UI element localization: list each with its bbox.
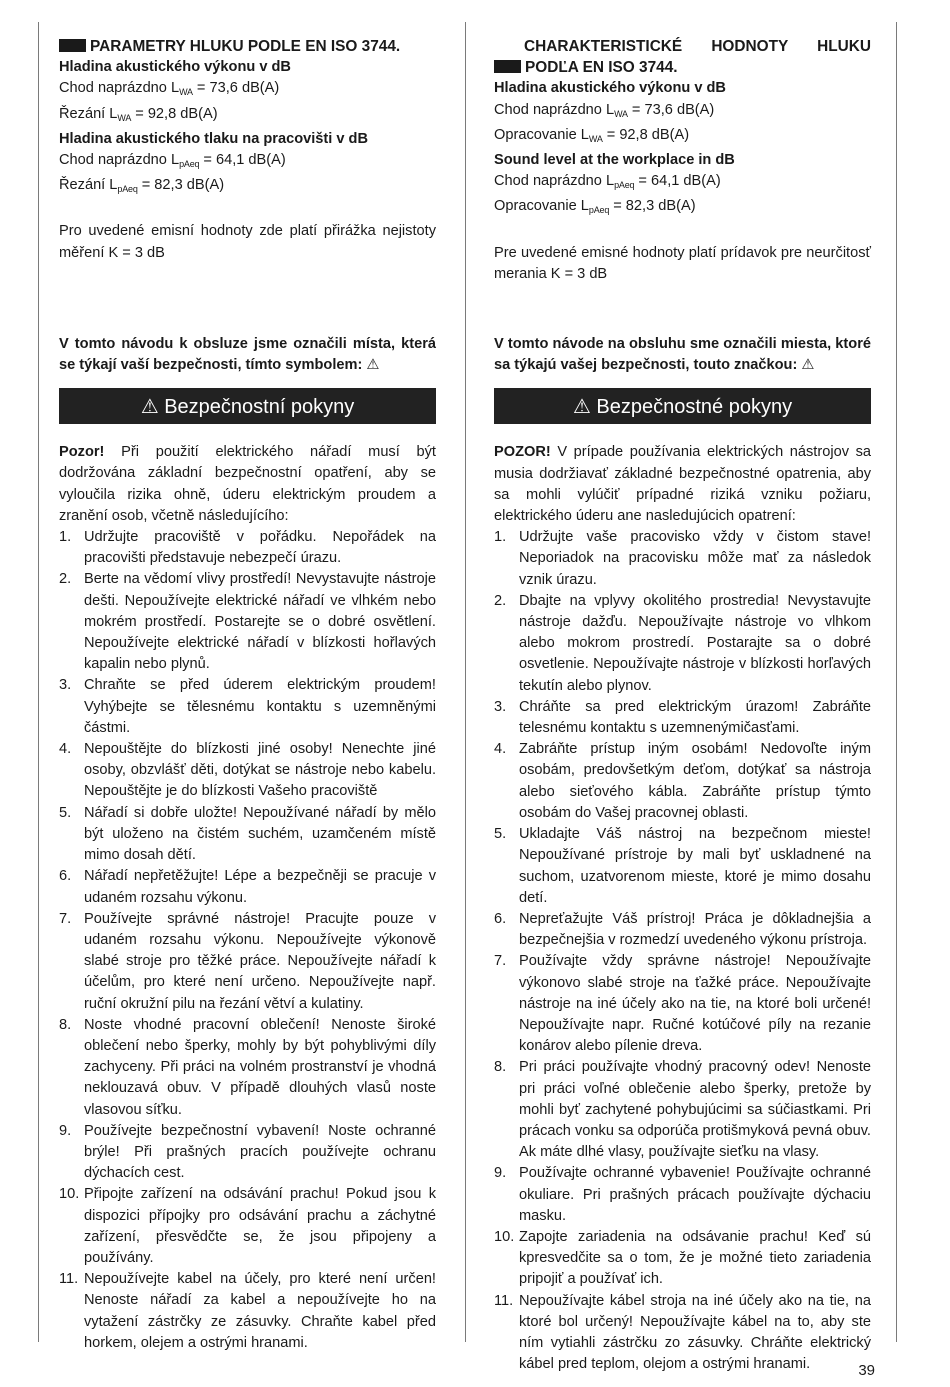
safety-banner: ⚠ Bezpečnostní pokyny xyxy=(59,388,436,424)
safety-intro: V tomto návode na obsluhu sme označili miesta, ktoré sa týkajú vašej bezpečnosti, touto značkou: ⚠ xyxy=(494,336,871,374)
list-item: 7. Používejte správné nástroje! Pracujte pouze v udaném rozsahu výkonu. Nepoužívejte výkonově slabé stroje pro těžké práce. Nepoužívejte nářadí k účelům, pro které není určeno. Nepoužívejte např. ruční okružní pilu na řezání větví a kulatiny. xyxy=(59,910,436,1012)
uncertainty-note: Pro uvedené emisní hodnoty zde platí přirážka nejistoty měření K = 3 dB xyxy=(59,223,436,261)
list-item: 5. Nářadí si dobře uložte! Nepoužívané nářadí by mělo být uloženo na čistém suchém, uzamčeném místě mimo dosah dětí. xyxy=(59,804,436,864)
column-divider-right xyxy=(896,22,897,1342)
attention-paragraph: Pozor! Při použití elektrického nářadí musí být dodržována základní bezpečnostní opatření, aby se vyloučila rizika ohně, úderu elektrickým proudem a zranění osob, včetně následujícího: xyxy=(59,444,436,524)
attention-paragraph: POZOR! V prípade používania elektrických nástrojov sa musia dodržiavať základné bezpečnostné opatrenia, aby sa mohli vylúčiť prípadné riziká vzniku požiaru, elektrického úderu ane nasledujúcich opatrení: xyxy=(494,444,871,525)
power-cut: Opracovanie $L_{WA} = 92,8$ dB(A) xyxy=(494,126,690,144)
list-item: 2. Berte na vědomí vlivy prostředí! Nevystavujte nástroje dešti. Nepoužívejte elektrické nářadí ve vlhkém nebo mokrém prostředí. Postarejte se o dobré osvětlení. Nepoužívejte elektrické nářadí v blízkosti hořlavých kapalin nebo plynů. xyxy=(59,571,436,673)
uncertainty-note: Pre uvedené emisné hodnoty platí prídavok pre neurčitosť merania K = 3 dB xyxy=(494,244,871,282)
power-idle: Chod naprázdno $L_{WA} = 73,6$ dB(A) xyxy=(59,80,280,98)
list-item: 9. Používajte ochranné vybavenie! Používajte ochranné okuliare. Pri prašných prácach používajte dýchaciu masku. xyxy=(494,1165,871,1224)
pressure-heading: Sound level at the workplace in dB xyxy=(494,152,735,169)
list-item: 6. Nepreťažujte Váš prístroj! Práca je dôkladnejšia a bezpečnejšia v rozmedzí uvedeného výkonu prístroja. xyxy=(494,910,871,949)
list-item: 8. Noste vhodné pracovní oblečení! Nenoste široké oblečení nebo šperky, mohly by být pohyblivými díly zachyceny. Při práci na volném prostranství je vhodná neklouzavá obuv. V případě dlouhých vlasů noste vlasovou síťku. xyxy=(59,1016,436,1118)
list-item: 10. Připojte zařízení na odsávání prachu! Pokud jsou k dispozici přípojky pro odsávání prachu a záchytné zařízení, přesvědčte se, že jsou připojeny a používány. xyxy=(59,1186,436,1266)
column-divider-center xyxy=(465,22,466,1342)
list-item: 10. Zapojte zariadenia na odsávanie prachu! Keď sú kpresvedčite sa o tom, že je možné tieto zariadenia pripojiť a používať ich. xyxy=(494,1228,871,1288)
pressure-cut: Opracovanie $L_{pAeq} = 82,3$ dB(A) xyxy=(494,198,696,216)
list-item: 1. Udržujte vaše pracovisko vždy v čistom stave! Neporiadok na pracovisku môže mať za následok vznik úrazu. xyxy=(494,529,871,588)
list-item: 4. Nepouštějte do blízkosti jiné osoby! Nenechte jiné osoby, obzvlášť děti, dotýkat se nástroje nebo kabelu. Nepouštějte je do blízkosti Vašeho pracoviště xyxy=(59,741,436,800)
list-item: 5. Ukladajte Váš nástroj na bezpečnom mieste! Nepoužívané prístroje by mali byť uskladnené na suchom, uzatvorenom mieste, ktoré je mimo dosahu detí. xyxy=(494,826,871,906)
list-item: 1. Udržujte pracoviště v pořádku. Nepořádek na pracovišti představuje nebezpečí úrazu. xyxy=(59,529,436,567)
list-item: 3. Chraňte se před úderem elektrickým proudem! Vyhýbejte se tělesnému kontaktu s uzemněnými částmi. xyxy=(59,677,436,736)
heading-marker xyxy=(494,60,521,73)
safety-list xyxy=(494,527,871,1375)
page-number: 39 xyxy=(858,1362,875,1379)
list-item: 9. Používejte bezpečnostní vybavení! Noste ochranné brýle! Při prašných pracích používejte ochranu dýchacích cest. xyxy=(59,1122,436,1182)
list-item: 11. Nepoužívejte kabel na účely, pro které není určen! Nenoste nářadí za kabel a nepoužívejte ho na vytažení zástrčky ze zásuvky. Chraňte kabel před horkem, olejem a ostrými hranami. xyxy=(59,1271,436,1351)
power-idle: Chod naprázdno $L_{WA} = 73,6$ dB(A) xyxy=(494,101,715,119)
list-item: 7. Používajte vždy správne nástroje! Nepoužívajte výkonovo slabé stroje na ťažké práce. Nepoužívajte nástroje na iné účely ako na tie, na ktoré boli určené! Nepoužívajte napr. Ručné kotúčové píly na rezanie konárov alebo pílenie dreva. xyxy=(494,953,871,1055)
list-item: 2. Dbajte na vplyvy okolitého prostredia! Nevystavujte nástroje dažďu. Nepoužívajte nástroje vo vlhkom alebo mokrom prostredí. Postarajte sa o dobré osvetlenie. Nepoužívajte nástroje v blízkosti horľavých tekutín alebo plynov. xyxy=(494,592,871,694)
list-item: 8. Pri práci používajte vhodný pracovný odev! Nenoste pri práci voľné oblečenie alebo šperky, pretože by mohli byť zachytené pohybujúcimi sa súčiastkami. Pri prácach vonku sa odporúča protišmyková pevná obuv. Ak máte dlhé vlasy, používajte sieťku na vlasy. xyxy=(494,1059,871,1161)
list-item: 4. Zabráňte prístup iným osobám! Nedovoľte iným osobám, predovšetkým deťom, dotýkať sa nástroja alebo sieťového kábla. Zabráňte prístup týmto osobám do Vašej pracovnej oblasti. xyxy=(494,741,871,821)
safety-banner: ⚠ Bezpečnostné pokyny xyxy=(494,388,871,424)
list-item: 11. Nepoužívajte kábel stroja na iné účely ako na tie, na ktoré bol určený! Nepoužívajte kábel na to, aby ste ním vytiahli zástrčku zo zásuvky. Chráňte elektrický kábel pred teplom, olejom a ostrými hranami. xyxy=(494,1292,871,1373)
pressure-idle: Chod naprázdno $L_{pAeq} = 64,1$ dB(A) xyxy=(494,173,721,191)
pressure-idle: Chod naprázdno $L_{pAeq} = 64,1$ dB(A) xyxy=(59,152,286,170)
power-heading: Hladina akustického výkonu v dB xyxy=(59,59,291,76)
power-cut: Řezání $L_{WA} = 92,8$ dB(A) xyxy=(59,105,218,123)
warning-triangle-icon: ⚠ xyxy=(572,394,591,419)
column-divider-left xyxy=(38,22,39,1342)
heading-marker xyxy=(59,39,86,52)
noise-title-line2: PODĽA EN ISO 3744. xyxy=(494,57,871,78)
list-item: 3. Chráňte sa pred elektrickým úrazom! Zabráňte telesnému kontaktu s uzemnenýmičasťami. xyxy=(494,698,871,737)
pressure-heading: Hladina akustického tlaku na pracovišti v dB xyxy=(59,130,368,147)
safety-list xyxy=(59,527,436,1354)
safety-intro: V tomto návodu k obsluze jsme označili místa, která se týkají vaší bezpečnosti, tímto symbolem: ⚠ xyxy=(59,335,436,374)
list-item: 6. Nářadí nepřetěžujte! Lépe a bezpečněji se pracuje v udaném rozsahu výkonu. xyxy=(59,868,436,906)
power-heading: Hladina akustického výkonu v dB xyxy=(494,80,726,97)
noise-title: PARAMETRY HLUKU PODLE EN ISO 3744. xyxy=(59,36,436,57)
warning-triangle-icon: ⚠ xyxy=(140,394,159,419)
noise-title-line1: CHARAKTERISTICKÉ HODNOTY HLUKU xyxy=(524,38,871,55)
left-column xyxy=(59,36,436,1354)
right-column xyxy=(494,36,871,1375)
pressure-cut: Řezání $L_{pAeq} = 82,3$ dB(A) xyxy=(59,177,225,195)
